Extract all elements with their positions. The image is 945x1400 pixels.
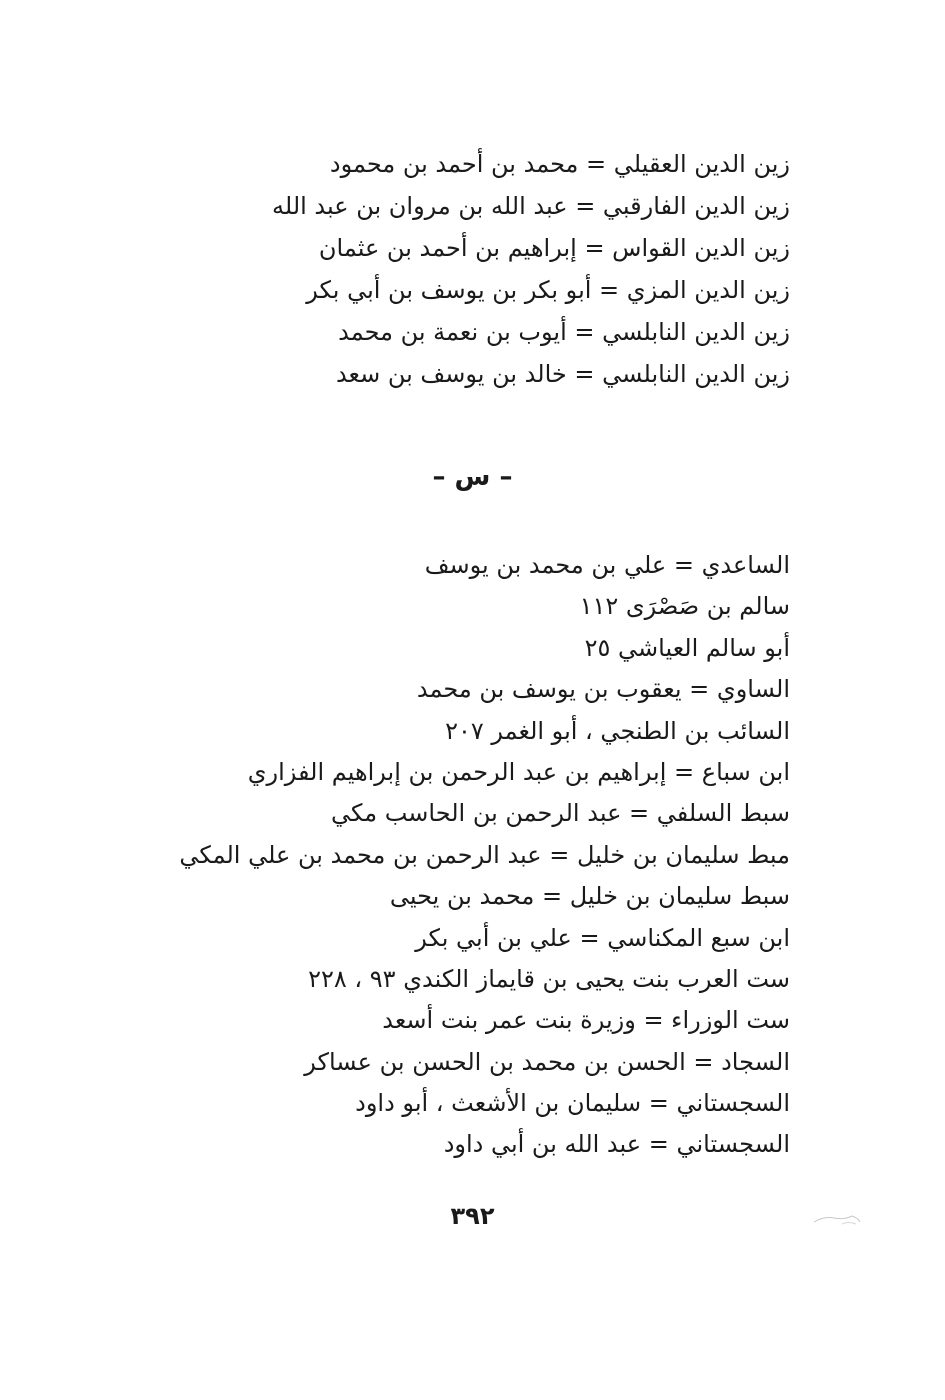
index-entry: زين الدين النابلسي = أيوب بن نعمة بن محمد bbox=[338, 318, 790, 346]
index-entry: أبو سالم العياشي ٢٥ bbox=[584, 633, 790, 662]
scan-smudge bbox=[812, 1212, 862, 1228]
index-entry: ابن سبع المكناسي = علي بن أبي بكر bbox=[415, 923, 790, 952]
page-number: ٣٩٢ bbox=[450, 1202, 495, 1230]
index-entry: زين الدين الفارقبي = عبد الله بن مروان بن عبد الله bbox=[272, 192, 790, 220]
zain-al-din-entries bbox=[272, 143, 790, 395]
index-entry: السائب بن الطنجي ، أبو الغمر ٢٠٧ bbox=[445, 716, 790, 745]
index-entry: الساوي = يعقوب بن يوسف بن محمد bbox=[416, 675, 790, 704]
index-entry: السجستاني = سليمان بن الأشعث ، أبو داود bbox=[355, 1089, 790, 1118]
index-entry: الساعدي = علي بن محمد بن يوسف bbox=[424, 551, 790, 579]
index-entry: ست الوزراء = وزيرة بنت عمر بنت أسعد bbox=[382, 1006, 790, 1035]
index-entry: زين الدين العقيلي = محمد بن أحمد بن محمود bbox=[329, 150, 790, 178]
index-entry: سالم بن صَصْرَى ١١٢ bbox=[579, 592, 790, 621]
index-entry: ست العرب بنت يحيى بن قايماز الكندي ٩٣ ، ٢٢٨ bbox=[308, 964, 790, 993]
index-entry: سبط السلفي = عبد الرحمن بن الحاسب مكي bbox=[330, 799, 790, 828]
index-entry: السجاد = الحسن بن محمد بن الحسن بن عساكر bbox=[304, 1047, 790, 1076]
index-entry: السجستاني = عبد الله بن أبي داود bbox=[443, 1130, 790, 1159]
index-entry: زين الدين النابلسي = خالد بن يوسف بن سعد bbox=[335, 360, 790, 388]
section-heading: – س – bbox=[432, 462, 513, 492]
sin-entries bbox=[179, 545, 790, 1166]
index-entry: ابن سباع = إبراهيم بن عبد الرحمن بن إبراهيم الفزاري bbox=[247, 757, 790, 786]
index-entry: سبط سليمان بن خليل = محمد بن يحيى bbox=[389, 882, 790, 911]
index-entry: زين الدين القواس = إبراهيم بن أحمد بن عثمان bbox=[318, 234, 790, 262]
index-entry: مبط سليمان بن خليل = عبد الرحمن بن محمد بن علي المكي bbox=[179, 840, 790, 869]
index-entry: زين الدين المزي = أبو بكر بن يوسف بن أبي بكر bbox=[306, 276, 790, 304]
